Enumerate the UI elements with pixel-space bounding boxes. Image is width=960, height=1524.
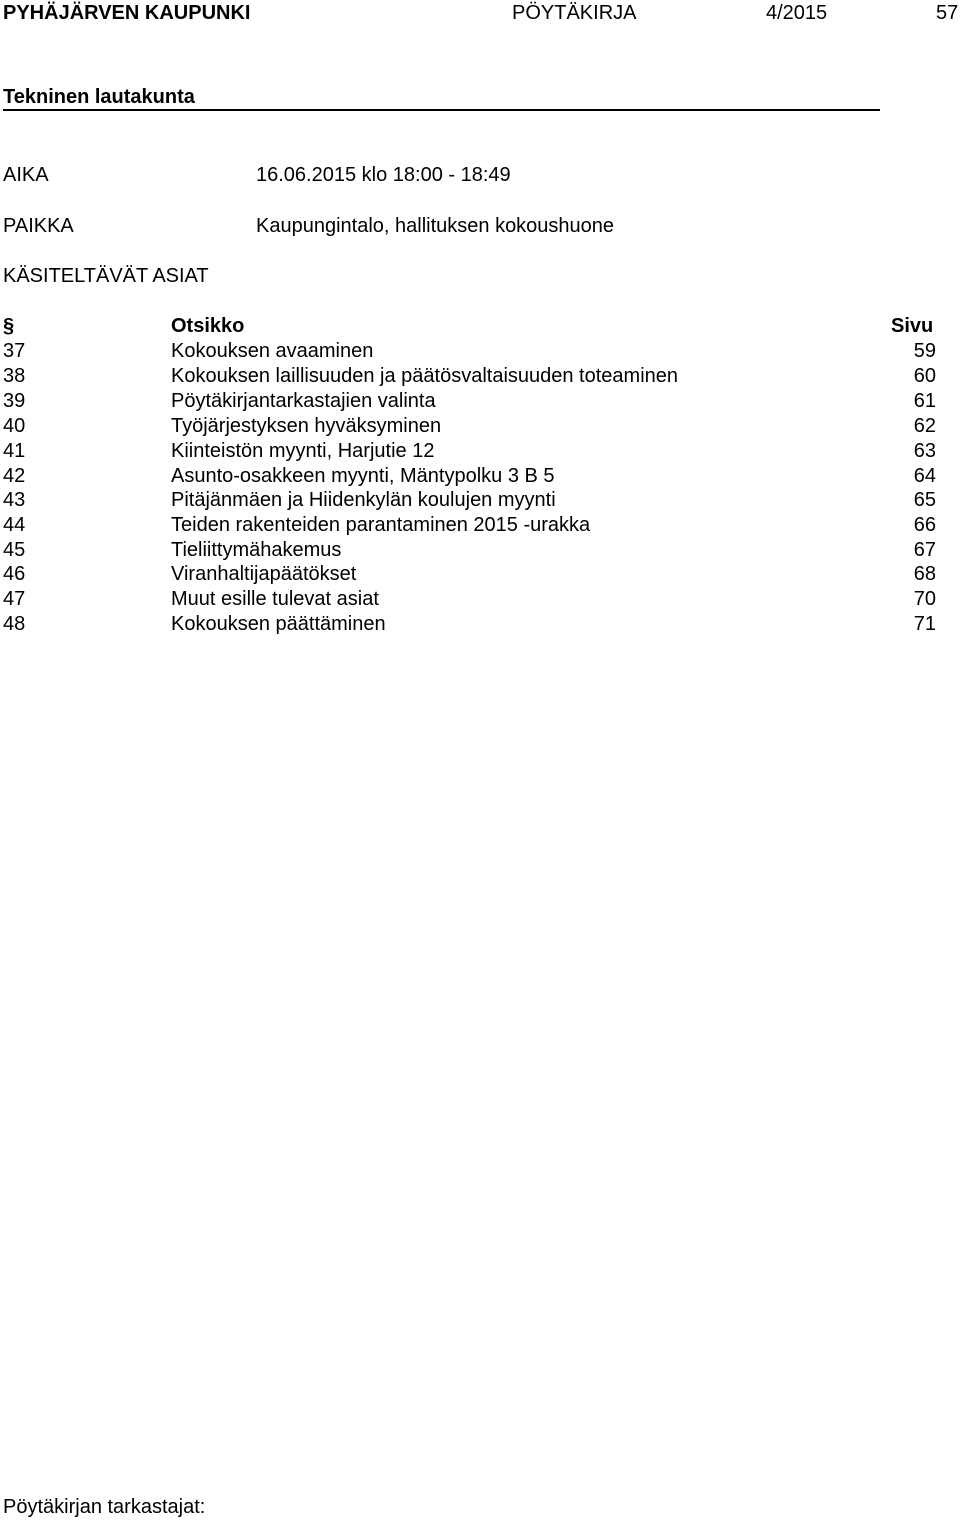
agenda-row	[0, 489, 960, 514]
item-page: 67	[913, 539, 936, 561]
item-page: 71	[913, 613, 936, 635]
item-number: 45	[3, 539, 26, 561]
item-page: 63	[913, 440, 936, 462]
agenda-row	[0, 365, 960, 390]
item-number: 38	[3, 365, 26, 387]
issue-number: 4/2015	[766, 2, 828, 24]
item-page: 59	[913, 340, 936, 362]
item-title: Kiinteistön myynti, Harjutie 12	[171, 440, 435, 462]
agenda-heading: KÄSITELTÄVÄT ASIAT	[3, 265, 209, 287]
item-title: Työjärjestyksen hyväksyminen	[171, 415, 442, 437]
agenda-row	[0, 465, 960, 490]
item-title: Kokouksen avaaminen	[171, 340, 374, 362]
organization-name: PYHÄJÄRVEN KAUPUNKI	[3, 2, 251, 24]
page-number: 57	[936, 2, 959, 24]
item-number: 40	[3, 415, 26, 437]
agenda-row	[0, 340, 960, 365]
item-title: Teiden rakenteiden parantaminen 2015 -urakka	[171, 514, 591, 536]
item-number: 43	[3, 489, 26, 511]
signers-label: Pöytäkirjan tarkastajat:	[3, 1496, 206, 1518]
item-page: 61	[913, 390, 936, 412]
item-title: Kokouksen päättäminen	[171, 613, 386, 635]
item-page: 60	[913, 365, 936, 387]
item-number: 37	[3, 340, 26, 362]
item-page: 66	[913, 514, 936, 536]
time-label: AIKA	[3, 164, 49, 186]
page-column-header: Sivu	[891, 315, 934, 337]
item-page: 70	[913, 588, 936, 610]
item-page: 68	[913, 563, 936, 585]
item-page: 64	[913, 465, 936, 487]
item-title: Pöytäkirjantarkastajien valinta	[171, 390, 436, 412]
item-number: 39	[3, 390, 26, 412]
title-column-header: Otsikko	[171, 315, 245, 337]
item-title: Asunto-osakkeen myynti, Mäntypolku 3 B 5	[171, 465, 555, 487]
document-type: PÖYTÄKIRJA	[512, 2, 637, 24]
item-number: 41	[3, 440, 26, 462]
item-title: Kokouksen laillisuuden ja päätösvaltaisuuden toteaminen	[171, 365, 679, 387]
agenda-row	[0, 390, 960, 415]
item-number: 46	[3, 563, 26, 585]
agenda-row	[0, 415, 960, 440]
item-page: 62	[913, 415, 936, 437]
item-title: Muut esille tulevat asiat	[171, 588, 379, 610]
agenda-row	[0, 563, 960, 588]
section-symbol-header: §	[3, 315, 15, 337]
agenda-row	[0, 514, 960, 539]
item-title: Pitäjänmäen ja Hiidenkylän koulujen myynti	[171, 489, 556, 511]
place-value: Kaupungintalo, hallituksen kokoushuone	[256, 215, 615, 237]
item-title: Viranhaltijapäätökset	[171, 563, 357, 585]
time-value: 16.06.2015 klo 18:00 - 18:49	[256, 164, 511, 186]
agenda-row	[0, 588, 960, 613]
agenda-row	[0, 440, 960, 465]
item-number: 44	[3, 514, 26, 536]
item-title: Tieliittymähakemus	[171, 539, 342, 561]
agenda-row	[0, 539, 960, 564]
committee-divider	[3, 109, 880, 111]
item-number: 47	[3, 588, 26, 610]
item-page: 65	[913, 489, 936, 511]
place-label: PAIKKA	[3, 215, 74, 237]
committee-name: Tekninen lautakunta	[3, 86, 195, 108]
agenda-row	[0, 613, 960, 638]
item-number: 42	[3, 465, 26, 487]
item-number: 48	[3, 613, 26, 635]
